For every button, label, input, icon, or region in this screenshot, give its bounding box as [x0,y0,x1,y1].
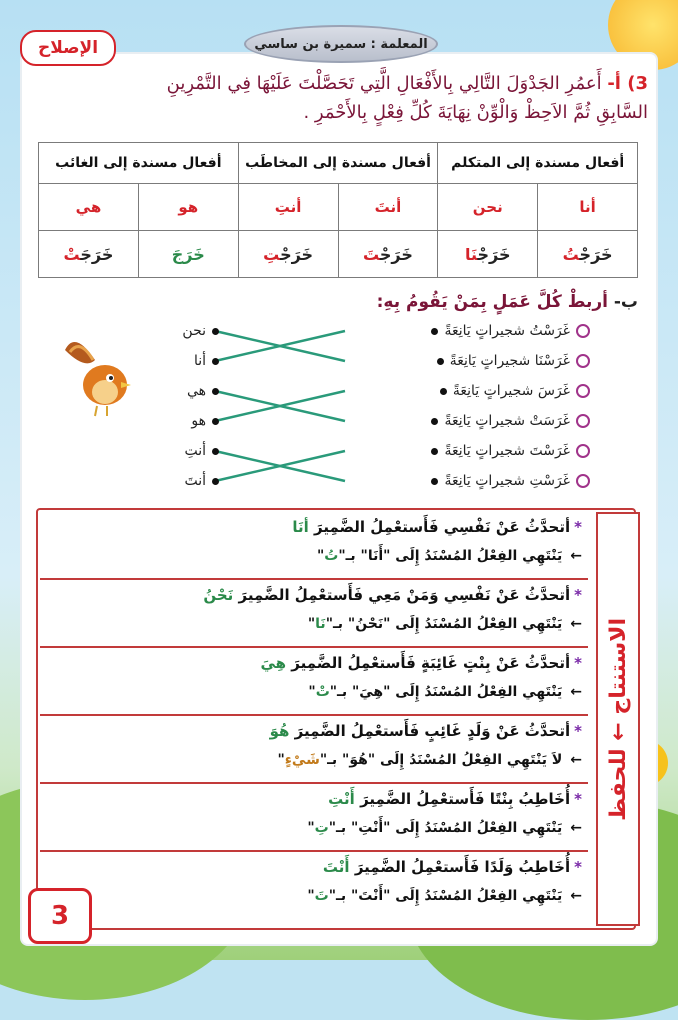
circle-bullet-icon [576,384,590,398]
conclusion-rule [40,580,588,648]
verb-ending: تِ [263,244,281,264]
dot-icon [212,328,219,335]
rule-statement: أتحدَّثُ عَنْ وَلَدٍ غَائِبٍ فَأَستعْمِلُ الضَّمِيرَ [294,722,571,740]
rule-close: " [308,684,316,700]
table-header: أفعال مسندة إلى الغائب [39,143,239,184]
dot-icon [212,358,219,365]
rule-ending: تِ [314,820,329,836]
pronoun-cell: أنا [538,184,638,231]
rule-close: " [307,820,315,836]
pronoun-text: أنتِ [184,443,206,459]
verb-ending: تُ [562,244,580,264]
star-icon: * [574,722,582,740]
circle-bullet-icon [576,324,590,338]
rule-ending: تْ [315,684,330,700]
rule-close: " [307,616,316,632]
sentence-text: غَرَسَتْ شجيراتٍ يَانِعَةً [444,413,570,429]
dot-icon [212,448,219,455]
sentence-text: غَرَسَ شجيراتٍ يَانِعَةً [452,383,570,399]
arrow-left-icon: ← [570,820,582,836]
verb-ending: تْ [63,244,81,264]
pronoun-item [165,346,225,376]
sentence-item [370,376,590,406]
rule-pronoun: نَحْنُ [203,586,234,604]
rule-ending-text: يَنْتَهِي الفِعْلُ المُسْنَدُ إِلَى "هِيَ" بـ" [329,684,563,700]
verb-stem: خَرَجْ [477,244,511,264]
conclusion-side-label [596,512,640,926]
page-number: 3 [28,888,92,944]
rule-pronoun: أَنْتِ [328,790,355,808]
rule-statement: أُخَاطِبُ بِنْتًا فَأَستعْمِلُ الضَّمِيرَ [360,790,571,808]
rule-close: " [307,888,315,904]
dot-icon [212,388,219,395]
rule-statement: أتحدَّثُ عَنْ نَفْسِي فَأَستعْمِلُ الضَّمِيرَ [314,518,571,536]
table-header: أفعال مسندة إلى المتكلم [438,143,638,184]
verb-stem: خَرَجْ [579,244,613,264]
pronoun-item [165,316,225,346]
dot-icon [431,328,438,335]
sentence-item [370,466,590,496]
sentence-list [370,316,590,496]
table-header: أفعال مسندة إلى المخاطَب [238,143,438,184]
sentence-item [370,436,590,466]
pronoun-text: أنا [193,353,206,369]
star-icon: * [574,654,582,672]
conclusion-rule [40,512,588,580]
teacher-name: المعلمة : سميرة بن ساسي [244,25,438,63]
rule-statement: أتحدَّثُ عَنْ نَفْسِي وَمَنْ مَعِي فَأَستعْمِلُ الضَّمِيرَ [238,586,571,604]
rule-close: " [277,752,285,768]
rule-close: " [316,548,325,564]
rule-ending-text: يَنْتَهِي الفِعْلُ المُسْنَدُ إِلَى "أَنَا" بـ" [338,548,563,564]
sentence-text: غَرَسْتُ شجيراتٍ يَانِعَةً [444,323,570,339]
dot-icon [431,478,438,485]
rule-statement: أتحدَّثُ عَنْ بِنْتٍ غَائِبَةٍ فَأَستعْمِلُ الضَّمِيرَ [291,654,571,672]
dot-icon [431,448,438,455]
pronoun-text: هو [191,413,206,429]
pronoun-item [165,466,225,496]
rule-pronoun: هُوَ [269,722,290,740]
verb-stem: خَرَجْ [280,244,314,264]
star-icon: * [574,518,582,536]
sentence-item [370,406,590,436]
rule-ending-text: يَنْتَهِي الفِعْلُ المُسْنَدُ إِلَى "أَنْتَ" بـ" [328,888,563,904]
rule-ending: تَ [314,888,329,904]
verb-ending: تَ [362,244,380,264]
section-b-label: ب- [613,292,638,312]
rule-pronoun: هِيَ [260,654,287,672]
pronoun-cell: هي [39,184,139,231]
rule-ending: شَيْءٍ [284,752,320,768]
star-icon: * [574,790,582,808]
arrow-left-icon: ← [570,752,582,768]
rule-ending: نَا [315,616,326,632]
rule-pronoun: أنَا [292,518,309,536]
conclusion-rule [40,784,588,852]
arrow-left-icon: ← [570,548,582,564]
pronoun-item [165,376,225,406]
pronoun-text: نحن [182,323,206,339]
section-b-instruction: أربطْ كُلَّ عَمَلٍ بِمَنْ يَقُومُ بِهِ: [376,292,608,312]
pronoun-list [165,316,225,496]
verb-stem: خَرَجَ [171,244,205,264]
sentence-text: غَرَسْتَ شجيراتٍ يَانِعَةً [444,443,570,459]
dot-icon [212,418,219,425]
pronoun-cell: أنتِ [238,184,338,231]
pronoun-cell: هو [138,184,238,231]
pronoun-text: هي [186,383,206,399]
verb-stem: خَرَجَ [80,244,114,264]
question-line-1: أَعمُرِ الجَدْوَلَ التَّالِي بِالأَفْعَالِ الَّتِي تَحَصَّلْتَ عَلَيْهَا فِي التَّمْرِينِ [166,73,602,94]
arrow-left-icon: ← [570,888,582,904]
rule-ending-text: لاَ يَنْتَهِي الفِعْلُ المُسْنَدُ إِلَى "هُوَ" بـ" [319,752,563,768]
dot-icon [440,388,447,395]
sentence-text: غَرَسْتِ شجيراتٍ يَانِعَةً [444,473,570,489]
rule-statement: أُخَاطِبُ وَلَدًا فَأَستعْمِلُ الضَّمِيرَ [354,858,571,876]
question-number: 3) أ- [607,73,648,94]
correction-badge: الإصلاح [20,30,116,66]
conclusion-side-text: الاستنتاج ← للحفظ [605,617,631,821]
dot-icon [437,358,444,365]
sentence-item [370,316,590,346]
pronoun-item [165,436,225,466]
pronoun-cell: أنتَ [338,184,438,231]
rule-ending-text: يَنْتَهِي الفِعْلُ المُسْنَدُ إِلَى "نَحْنُ" بـ" [325,616,563,632]
rule-ending-text: يَنْتَهِي الفِعْلُ المُسْنَدُ إِلَى "أَنْتِ" بـ" [328,820,563,836]
verb-ending: نَا [464,244,478,264]
pronoun-text: أنتَ [184,473,206,489]
rule-ending: تُ [324,548,339,564]
conclusion-rule [40,648,588,716]
sentence-item [370,346,590,376]
verb-stem: خَرَجْ [379,244,413,264]
star-icon: * [574,586,582,604]
conclusion-rule [40,716,588,784]
arrow-left-icon: ← [570,684,582,700]
dot-icon [431,418,438,425]
circle-bullet-icon [576,354,590,368]
question-line-2: السَّابِقِ ثُمَّ الاَحِظْ وَالْوِّنْ نِهَايَةَ كُلِّ فِعْلٍ بِالأَحْمَرِ . [303,101,648,123]
circle-bullet-icon [576,474,590,488]
arrow-left-icon: ← [570,616,582,632]
rule-pronoun: أَنْتَ [322,858,350,876]
dot-icon [212,478,219,485]
star-icon: * [574,858,582,876]
conclusion-rule [40,852,588,918]
circle-bullet-icon [576,444,590,458]
circle-bullet-icon [576,414,590,428]
pronoun-item [165,406,225,436]
sentence-text: غَرَسْنَا شجيراتٍ يَانِعَةً [449,353,570,369]
pronoun-cell: نحن [438,184,538,231]
